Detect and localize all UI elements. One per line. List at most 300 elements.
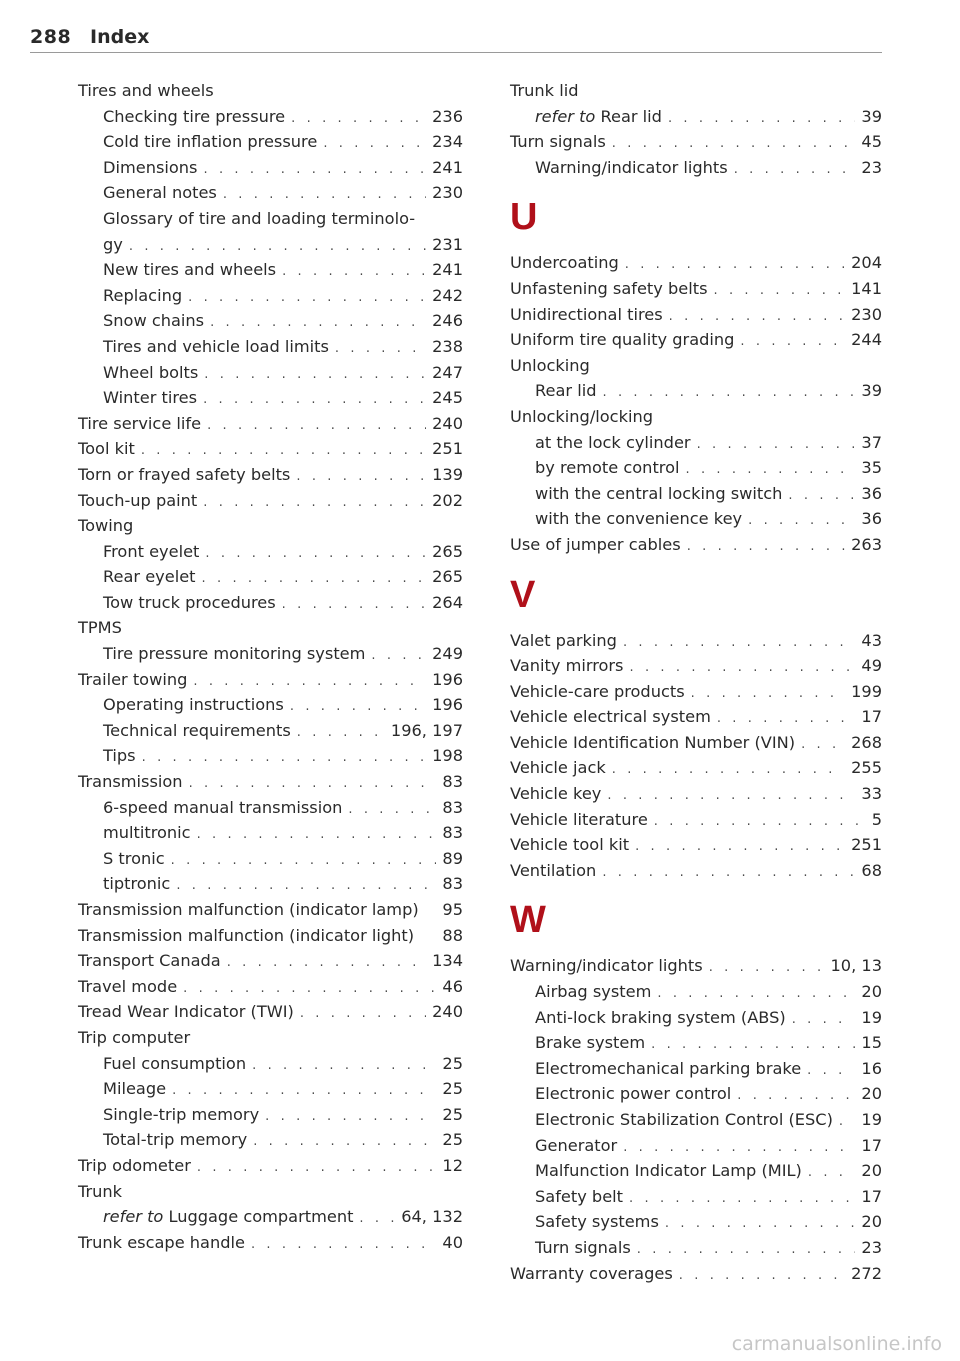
entry-page: 265 [432, 567, 463, 587]
entry-term: Single-trip memory [103, 1104, 260, 1124]
index-entry [510, 532, 882, 558]
dot-leader [687, 534, 845, 560]
index-entry [510, 858, 882, 884]
dot-leader [669, 304, 845, 330]
dot-leader [297, 720, 385, 746]
index-entry [510, 327, 882, 353]
index-entry [78, 897, 463, 923]
entry-page: 64, 132 [401, 1207, 463, 1227]
entry-page: 83 [442, 772, 463, 792]
entry-page: 245 [432, 388, 463, 408]
entry-term: with the convenience key [535, 509, 743, 529]
index-subheading: Glossary of tire and loading terminolo- [103, 208, 416, 228]
entry-term: Vehicle key [510, 784, 602, 804]
dot-leader [740, 329, 845, 355]
index-entry [78, 1153, 463, 1179]
index-heading: TPMS [78, 618, 122, 638]
dot-leader [602, 860, 855, 886]
entry-page: 251 [851, 835, 882, 855]
dot-leader [807, 1058, 855, 1084]
entry-term: Warning/indicator lights [535, 157, 728, 177]
index-entry [510, 155, 882, 181]
index-entry [78, 1051, 463, 1077]
entry-page: 263 [851, 534, 882, 554]
dot-leader [697, 432, 856, 458]
entry-term: by remote control [535, 458, 680, 478]
entry-term: Turn signals [510, 132, 606, 152]
index-heading: Towing [78, 516, 134, 536]
entry-term: Tire pressure monitoring system [103, 644, 366, 664]
entry-page: 20 [861, 1212, 882, 1232]
entry-page: 49 [861, 656, 882, 676]
entry-term: tiptronic [103, 874, 171, 894]
entry-page: 95 [442, 900, 463, 919]
entry-page: 19 [861, 1110, 882, 1129]
dot-leader [172, 1078, 436, 1104]
entry-term: Rear eyelet [103, 567, 196, 587]
entry-page: 139 [432, 464, 463, 484]
dot-leader [668, 106, 855, 132]
entry-page: 5 [871, 809, 882, 829]
entry-term: Generator [535, 1135, 618, 1155]
dot-leader [748, 508, 855, 534]
dot-leader [359, 1206, 395, 1232]
index-entry [510, 781, 882, 807]
dot-leader [654, 809, 866, 835]
entry-term: Fuel consumption [103, 1053, 247, 1073]
index-entry [78, 488, 463, 514]
dot-leader [171, 848, 437, 874]
dot-leader [300, 1001, 426, 1027]
index-heading: Trunk [78, 1181, 123, 1201]
index-entry [510, 1158, 882, 1184]
entry-term: at the lock cylinder [535, 432, 691, 452]
index-entry [510, 455, 882, 481]
entry-term: Anti-lock braking system (ABS) [535, 1007, 786, 1027]
index-entry [78, 590, 463, 616]
index-entry [78, 334, 463, 360]
dot-leader [223, 182, 426, 208]
dot-leader [801, 732, 845, 758]
index-entry [78, 232, 463, 258]
index-letter-heading: V [510, 573, 536, 616]
index-entry [78, 180, 463, 206]
entry-term: Electronic power control [535, 1084, 732, 1104]
entry-page: 17 [861, 1186, 882, 1206]
entry-page: 17 [861, 1135, 882, 1155]
entry-term: Malfunction Indicator Lamp (MIL) [535, 1161, 802, 1181]
entry-page: 265 [432, 541, 463, 561]
dot-leader [665, 1211, 856, 1237]
dot-leader [602, 380, 855, 406]
index-entry [510, 250, 882, 276]
entry-page: 236 [432, 106, 463, 126]
dot-leader [607, 783, 855, 809]
entry-term: Touch-up paint [78, 490, 198, 510]
index-entry [78, 795, 463, 821]
entry-page: 199 [851, 681, 882, 701]
entry-page: 244 [851, 330, 882, 350]
index-entry [510, 1209, 882, 1235]
entry-page: 68 [861, 860, 882, 880]
entry-page: 264 [432, 592, 463, 612]
refer-to-text: refer to [103, 1207, 164, 1227]
index-entry [78, 948, 463, 974]
entry-term: Vehicle literature [510, 809, 648, 829]
entry-term: Transport Canada [78, 951, 221, 971]
entry-term: Tool kit [78, 439, 135, 459]
dot-leader [635, 834, 845, 860]
entry-page: 88 [442, 925, 463, 945]
dot-leader [788, 483, 855, 509]
dot-leader [183, 976, 436, 1002]
dot-leader [210, 310, 426, 336]
dot-leader [204, 362, 426, 388]
index-entry [510, 129, 882, 155]
index-entry [78, 257, 463, 283]
entry-term: Snow chains [103, 311, 205, 331]
index-entry [510, 1184, 882, 1210]
entry-term: Cold tire inflation pressure [103, 132, 318, 152]
index-entry [510, 506, 882, 532]
index-entry [510, 1081, 882, 1107]
dot-leader [207, 413, 426, 439]
entry-term: Transmission malfunction (indicator lamp) [78, 900, 419, 919]
entry-page: 234 [432, 132, 463, 152]
entry-term: refer to Rear lid [535, 106, 662, 126]
entry-term: Electronic Stabilization Control (ESC) [535, 1110, 833, 1129]
entry-page: 247 [432, 362, 463, 382]
entry-page: 268 [851, 732, 882, 752]
dot-leader [282, 592, 426, 618]
entry-term: Safety systems [535, 1212, 659, 1232]
entry-page: 17 [861, 707, 882, 727]
index-entry [78, 1076, 463, 1102]
dot-leader [203, 157, 426, 183]
index-heading: Trunk lid [510, 81, 579, 100]
entry-page: 196, 197 [390, 720, 463, 740]
dot-leader [714, 278, 846, 304]
entry-page: 23 [861, 1237, 882, 1257]
index-entry [78, 385, 463, 411]
index-entry [78, 641, 463, 667]
dot-leader [205, 541, 426, 567]
dot-leader [630, 655, 856, 681]
index-entry [510, 1030, 882, 1056]
entry-term: General notes [103, 183, 217, 203]
entry-page: 255 [851, 758, 882, 778]
index-heading: Unlocking/locking [510, 406, 653, 426]
entry-term: gy [103, 234, 123, 254]
index-entry [510, 1133, 882, 1159]
entry-page: 43 [861, 630, 882, 650]
dot-leader [189, 771, 437, 797]
entry-term: Tips [103, 746, 136, 766]
entry-page: 83 [442, 874, 463, 894]
index-heading: Tires and wheels [78, 81, 214, 100]
entry-page: 246 [432, 311, 463, 331]
entry-page: 25 [442, 1053, 463, 1073]
dot-leader [623, 630, 855, 656]
entry-page: 25 [442, 1079, 463, 1099]
entry-page: 202 [432, 490, 463, 510]
entry-term: multitronic [103, 823, 191, 843]
entry-term: Uniform tire quality grading [510, 330, 735, 350]
entry-page: 89 [442, 848, 463, 868]
index-entry [78, 155, 463, 181]
index-entry [510, 1107, 882, 1133]
entry-page: 231 [432, 234, 463, 254]
dot-leader [629, 1186, 855, 1212]
entry-term: Torn or frayed safety belts [78, 464, 291, 484]
entry-page: 45 [861, 132, 882, 152]
entry-term: Winter tires [103, 388, 198, 408]
entry-term: Operating instructions [103, 695, 284, 715]
dot-leader [197, 1155, 437, 1181]
dot-leader [142, 745, 426, 771]
entry-page: 83 [442, 823, 463, 843]
entry-page: 36 [861, 509, 882, 529]
entry-page: 19 [861, 1007, 882, 1027]
dot-leader [737, 1083, 855, 1109]
index-entry [78, 769, 463, 795]
section-title: Index [90, 26, 150, 48]
entry-term: Transmission malfunction (indicator light) [78, 925, 415, 945]
index-entry [78, 1230, 463, 1256]
dot-leader [202, 566, 427, 592]
dot-leader [291, 106, 426, 132]
index-entry [510, 302, 882, 328]
index-entry [78, 923, 463, 949]
entry-term: Total-trip memory [103, 1130, 248, 1150]
entry-term: Safety belt [535, 1186, 624, 1206]
dot-leader [808, 1160, 856, 1186]
index-entry [78, 743, 463, 769]
entry-term: Airbag system [535, 982, 652, 1002]
page-header [30, 22, 882, 58]
index-entry [78, 999, 463, 1025]
entry-term: Vehicle Identification Number (VIN) [510, 732, 796, 752]
dot-leader [203, 387, 426, 413]
entry-term: Unidirectional tires [510, 304, 663, 324]
dot-leader [612, 131, 856, 157]
site-watermark: carmanualsonline.info [731, 1333, 942, 1355]
entry-page: 39 [861, 106, 882, 126]
dot-leader [709, 955, 825, 981]
index-entry [510, 679, 882, 705]
index-entry [78, 846, 463, 872]
entry-page: 36 [861, 483, 882, 503]
index-entry [510, 1005, 882, 1031]
entry-term: Rear lid [535, 381, 597, 401]
entry-page: 40 [442, 1232, 463, 1252]
dot-leader [679, 1263, 845, 1289]
entry-page: 141 [851, 278, 882, 298]
entry-term: Trailer towing [78, 669, 188, 689]
entry-term: Trip odometer [78, 1155, 191, 1175]
dot-leader [252, 1053, 436, 1079]
entry-page: 25 [442, 1104, 463, 1124]
entry-term: Use of jumper cables [510, 534, 681, 554]
entry-term: 6-speed manual transmission [103, 797, 343, 817]
entry-page: 23 [861, 157, 882, 177]
entry-page: 241 [432, 157, 463, 177]
entry-term: with the central locking switch [535, 483, 783, 503]
index-entry [510, 378, 882, 404]
entry-page: 230 [851, 304, 882, 324]
index-entry [78, 871, 463, 897]
entry-term: Tread Wear Indicator (TWI) [78, 1002, 294, 1022]
index-entry [510, 832, 882, 858]
entry-term: Vehicle electrical system [510, 707, 711, 727]
entry-page: 16 [861, 1058, 882, 1078]
entry-page: 83 [442, 797, 463, 817]
index-entry [78, 436, 463, 462]
dot-leader [296, 464, 426, 490]
dot-leader [371, 643, 426, 669]
entry-term: Turn signals [535, 1237, 631, 1257]
dot-leader [335, 336, 426, 362]
index-entry [78, 718, 463, 744]
entry-term: Checking tire pressure [103, 106, 286, 126]
entry-page: 238 [432, 336, 463, 356]
entry-term: Travel mode [78, 976, 178, 996]
index-entry [78, 820, 463, 846]
dot-leader [323, 131, 426, 157]
entry-term: Mileage [103, 1079, 167, 1099]
entry-page: 196 [432, 669, 463, 689]
index-heading: Trip computer [78, 1027, 191, 1047]
entry-term: Electromechanical parking brake [535, 1058, 802, 1078]
dot-leader [193, 669, 426, 695]
entry-page: 240 [432, 1002, 463, 1022]
entry-term: Vehicle jack [510, 758, 606, 778]
entry-term: Trunk escape handle [78, 1232, 245, 1252]
dot-leader [792, 1007, 856, 1033]
entry-term: S tronic [103, 848, 165, 868]
index-entry [510, 628, 882, 654]
entry-term: Tires and vehicle load limits [103, 336, 329, 356]
dot-leader [625, 252, 845, 278]
entry-term: Dimensions [103, 157, 198, 177]
index-column-left [78, 78, 463, 1255]
entry-term: Warranty coverages [510, 1263, 673, 1283]
index-entry [510, 953, 882, 979]
index-entry [78, 308, 463, 334]
index-entry [78, 667, 463, 693]
entry-page: 46 [442, 976, 463, 996]
index-entry [510, 1235, 882, 1261]
entry-page: 230 [432, 183, 463, 203]
dot-leader [623, 1135, 855, 1161]
dot-leader [251, 1232, 436, 1258]
index-entry [78, 564, 463, 590]
header-rule [30, 52, 882, 53]
entry-page: 198 [432, 746, 463, 766]
index-entry [510, 979, 882, 1005]
index-entry [78, 1204, 463, 1230]
entry-page: 10, 13 [830, 956, 882, 976]
index-entry [78, 1102, 463, 1128]
index-entry [510, 276, 882, 302]
entry-term: Transmission [78, 772, 183, 792]
entry-page: 204 [851, 253, 882, 273]
entry-term: Brake system [535, 1033, 646, 1053]
entry-term: Front eyelet [103, 541, 200, 561]
index-entry [510, 104, 882, 130]
dot-leader [637, 1237, 856, 1263]
entry-term: New tires and wheels [103, 260, 277, 280]
index-entry [510, 755, 882, 781]
entry-term: refer to Luggage compartment [103, 1207, 354, 1227]
index-entry [78, 283, 463, 309]
entry-page: 272 [851, 1263, 882, 1283]
dot-leader [253, 1129, 436, 1155]
entry-page: 35 [861, 458, 882, 478]
dot-leader [691, 681, 845, 707]
index-entry [510, 430, 882, 456]
entry-term: Wheel bolts [103, 362, 199, 382]
entry-term: Undercoating [510, 253, 619, 273]
dot-leader [176, 873, 436, 899]
entry-term: Vehicle tool kit [510, 835, 630, 855]
dot-leader [188, 285, 426, 311]
index-letter-heading: W [510, 899, 546, 942]
entry-term: Technical requirements [103, 720, 291, 740]
dot-leader [282, 259, 426, 285]
dot-leader [265, 1104, 436, 1130]
dot-leader [129, 234, 426, 260]
entry-page: 15 [861, 1033, 882, 1053]
index-entry [510, 481, 882, 507]
index-entry [510, 653, 882, 679]
dot-leader [612, 757, 845, 783]
index-entry [510, 730, 882, 756]
index-entry [78, 104, 463, 130]
entry-page: 134 [432, 951, 463, 971]
page-number: 288 [30, 26, 72, 48]
dot-leader [651, 1032, 855, 1058]
index-entry [78, 360, 463, 386]
entry-page: 39 [861, 381, 882, 401]
entry-term: Valet parking [510, 630, 617, 650]
entry-page: 240 [432, 413, 463, 433]
entry-term: Ventilation [510, 860, 597, 880]
index-entry [78, 411, 463, 437]
index-entry [78, 692, 463, 718]
entry-page: 20 [861, 1084, 882, 1104]
entry-page: 33 [861, 784, 882, 804]
dot-leader [290, 694, 426, 720]
dot-leader [686, 457, 856, 483]
dot-leader [657, 981, 855, 1007]
dot-leader [227, 950, 426, 976]
dot-leader [734, 157, 856, 183]
dot-leader [197, 822, 437, 848]
index-letter-heading: U [510, 196, 538, 239]
dot-leader [141, 438, 426, 464]
entry-page: 241 [432, 260, 463, 280]
index-entry [510, 704, 882, 730]
dot-leader [203, 490, 426, 516]
index-entry [78, 129, 463, 155]
entry-term: Vanity mirrors [510, 656, 624, 676]
entry-page: 37 [861, 432, 882, 452]
entry-term: Replacing [103, 285, 183, 305]
dot-leader [839, 1109, 855, 1135]
refer-to-text: refer to [535, 106, 596, 126]
index-entry [78, 1127, 463, 1153]
